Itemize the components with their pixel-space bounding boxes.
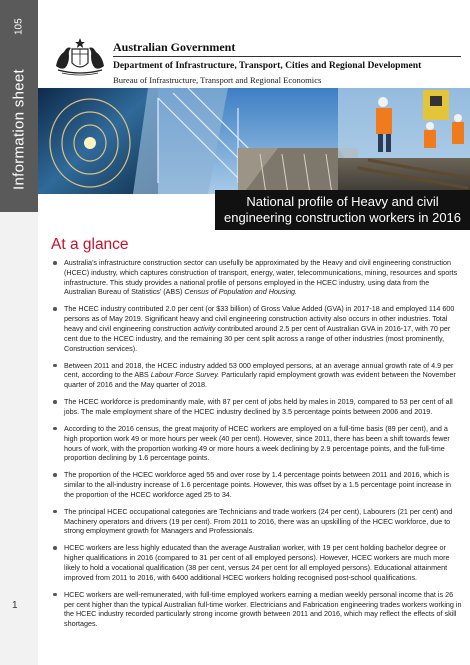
- coat-of-arms-icon: [52, 36, 108, 76]
- header-rule: [113, 56, 461, 57]
- department-name: Department of Infrastructure, Transport, Cities and Regional Development: [113, 60, 422, 71]
- bureau-name: Bureau of Infrastructure, Transport and Regional Economics: [113, 75, 322, 85]
- page-number: 1: [12, 600, 18, 611]
- bullet-item: The proportion of the HCEC workforce aged 55 and over rose by 1.4 percentage points between 2011 and 2016, which is similar to the all-industry increase of 1.6 percentage points. However, this was offset by a 1.5 percentage point increase in the proportion of the HCEC workforce aged 25 to 34.: [52, 470, 462, 499]
- sidebar-dark-strip: [0, 0, 38, 212]
- document-title: [215, 190, 470, 230]
- document-title-line1: National profile of Heavy and civil: [246, 194, 439, 209]
- sheet-number: 105: [13, 18, 25, 36]
- bullet-item: Between 2011 and 2018, the HCEC industry added 53 000 employed persons, at an average annual growth rate of 4.9 per cent, according to the ABS Labour Force Survey. Particularly rapid employment growth was evident between the November quarter of 2016 and the May quarter of 2018.: [52, 361, 462, 390]
- bullet-list: [52, 258, 462, 636]
- banner-photo-collage: [38, 88, 470, 194]
- government-title: Australian Government: [113, 40, 236, 54]
- bullet-item: HCEC workers are less highly educated than the average Australian worker, with 19 per cent holding bachelor degree or higher qualifications in 2016 (compared to 31 per cent of all employed persons). However, HCEC workers are much more likely to hold a vocational qualification (38 per cent, versus 24 per cent for all employed persons). Educational attainment improved from 2011 to 2016, with 6400 additional HCEC workers holding recognised post-school qualifications.: [52, 543, 462, 582]
- sheet-type-label: Information sheet: [10, 69, 28, 191]
- bullet-item: The HCEC workforce is predominantly male, with 87 per cent of jobs held by males in 2019, compared to 53 per cent of all jobs. The male employment share of the HCEC industry declined by 3.5 percentage points between 2006 and 2019.: [52, 397, 462, 417]
- section-heading: At a glance: [51, 236, 129, 253]
- bullet-item: The HCEC industry contributed 2.0 per cent (or $33 billion) of Gross Value Added (GVA) in 2017-18 and employed 114 600 persons as of May 2019. Significant heavy and civil engineering construction activity also occurs in other industries. Total heavy and civil engineering construction activity contributed around 2.5 per cent of Australian GVA in 2016-17, with 70 per cent due to the HCEC industry, and the remaining 30 per cent split across a range of other industries (most prominently, Construction services).: [52, 304, 462, 353]
- bullet-item: Australia’s infrastructure construction sector can usefully be approximated by the Heavy and civil engineering construction (HCEC) industry, which captures construction of transport, energy, water, telecommunications, mining, resources and sports infrastructure. This study provides a national profile of persons employed in the HCEC industry, using data from the Australian Bureau of Statistics’ (ABS) Census of Population and Housing.: [52, 258, 462, 297]
- bullet-item: HCEC workers are well-remunerated, with full-time employed workers earning a median weekly personal income that is 26 per cent higher than the typical Australian full-time worker. Electricians and Fabrication engineering trades workers working in the HCEC industry recorded particularly strong income growth between 2011 and 2016, which may reflect the effects of skill shortages.: [52, 590, 462, 629]
- bullet-item: The principal HCEC occupational categories are Technicians and trade workers (24 per cent), Labourers (21 per cent) and Machinery operators and drivers (19 per cent). From 2011 to 2016, there was an upskilling of the HCEC workforce, due to strong employment growth for Managers and Professionals.: [52, 507, 462, 536]
- bullet-item: According to the 2016 census, the great majority of HCEC workers are employed on a full-time basis (89 per cent), and a high proportion work 49 or more hours per week (40 per cent). However, since 2011, there has been a shift towards fewer hours of work, with the proportion working 49 or more hours a week declining by 2.9 percentage points, and the full-time proportion declining by 1.6 percentage points.: [52, 424, 462, 463]
- document-title-line2: engineering construction workers in 2016: [223, 210, 462, 225]
- header: [50, 36, 465, 88]
